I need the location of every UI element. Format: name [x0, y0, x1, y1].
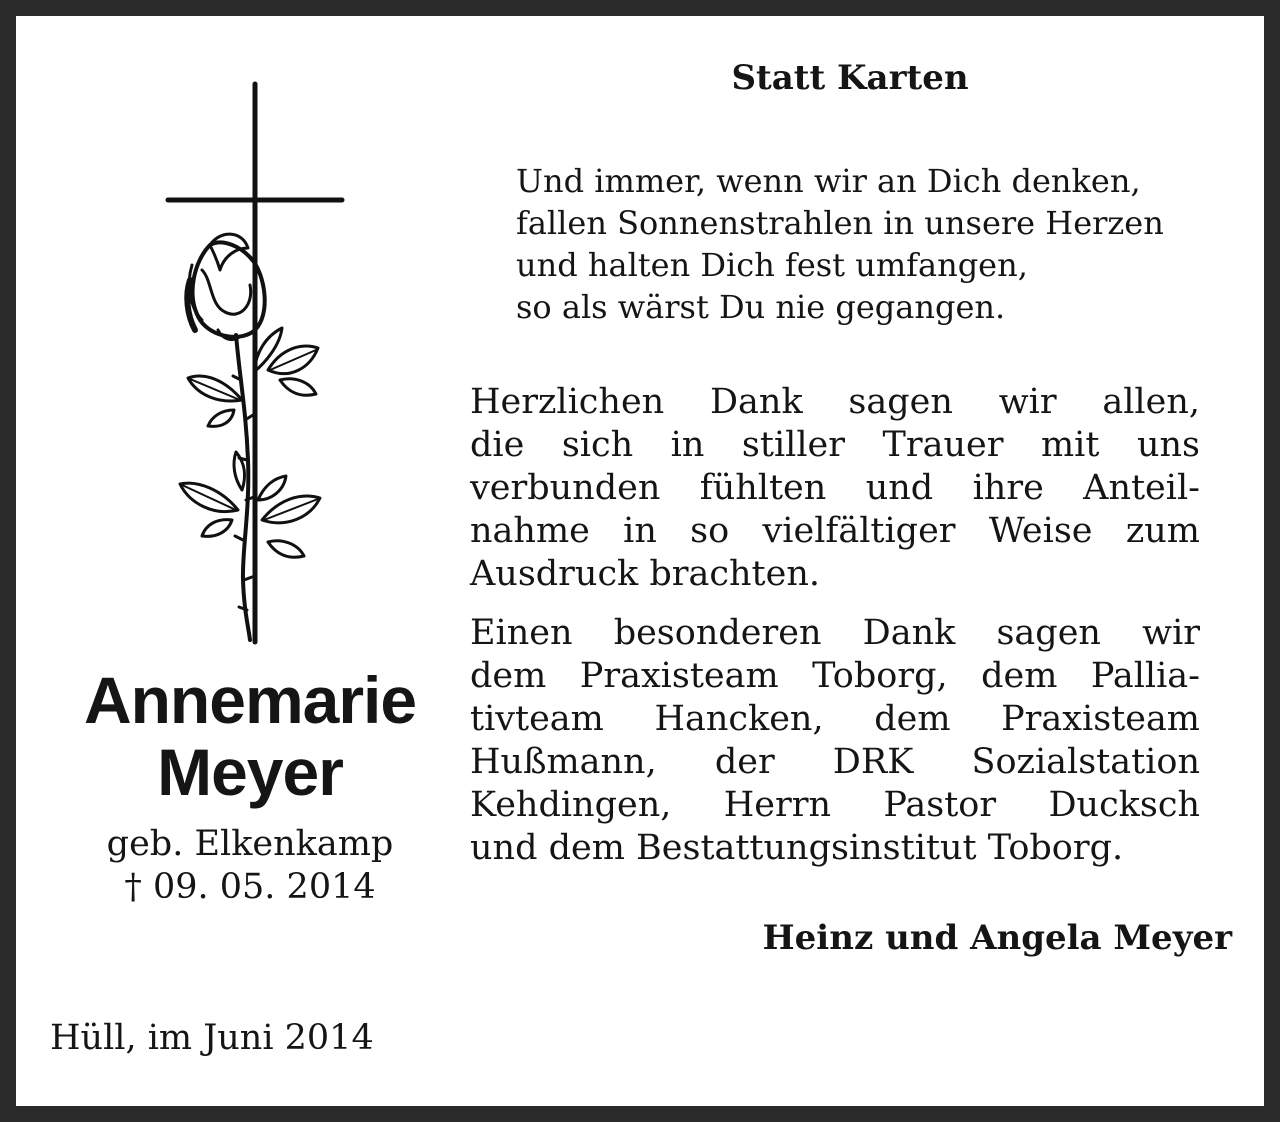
- paragraph-line: Einen besonderen Dank sagen wir: [470, 613, 1200, 653]
- poem: [516, 160, 1164, 328]
- birth-name: geb. Elkenkamp: [106, 824, 394, 864]
- thanks-paragraph-2: [470, 612, 1200, 870]
- cross-with-rose-icon: [150, 80, 350, 650]
- death-date: † 09. 05. 2014: [124, 867, 376, 907]
- thanks-paragraph-1: [470, 381, 1200, 596]
- paragraph-line: und dem Bestattungsinstitut Toborg.: [470, 828, 1124, 868]
- poem-line: so als wärst Du nie gegangen.: [516, 288, 1006, 326]
- deceased-last-name: Meyer: [157, 735, 343, 809]
- signature: Heinz und Angela Meyer: [762, 918, 1232, 958]
- paragraph-line: die sich in stiller Trauer mit uns: [470, 425, 1200, 465]
- paragraph-line: Ausdruck brachten.: [470, 554, 820, 594]
- deceased-first-name: Annemarie: [83, 663, 417, 737]
- poem-line: fallen Sonnenstrahlen in unsere Herzen: [516, 204, 1164, 242]
- poem-line: und halten Dich fest umfangen,: [516, 246, 1028, 284]
- paragraph-line: Hußmann, der DRK Sozialstation: [470, 742, 1200, 782]
- paragraph-line: Herzlichen Dank sagen wir allen,: [470, 382, 1200, 422]
- paragraph-line: tivteam Hancken, dem Praxisteam: [470, 699, 1200, 739]
- paragraph-line: Kehdingen, Herrn Pastor Ducksch: [470, 785, 1200, 825]
- paragraph-line: nahme in so vielfältiger Weise zum: [470, 511, 1200, 551]
- place-and-date: Hüll, im Juni 2014: [50, 1018, 374, 1058]
- paragraph-line: verbunden fühlten und ihre Anteil-: [470, 468, 1200, 508]
- paragraph-line: dem Praxisteam Toborg, dem Pallia-: [470, 656, 1200, 696]
- heading: Statt Karten: [731, 58, 969, 98]
- poem-line: Und immer, wenn wir an Dich denken,: [516, 162, 1141, 200]
